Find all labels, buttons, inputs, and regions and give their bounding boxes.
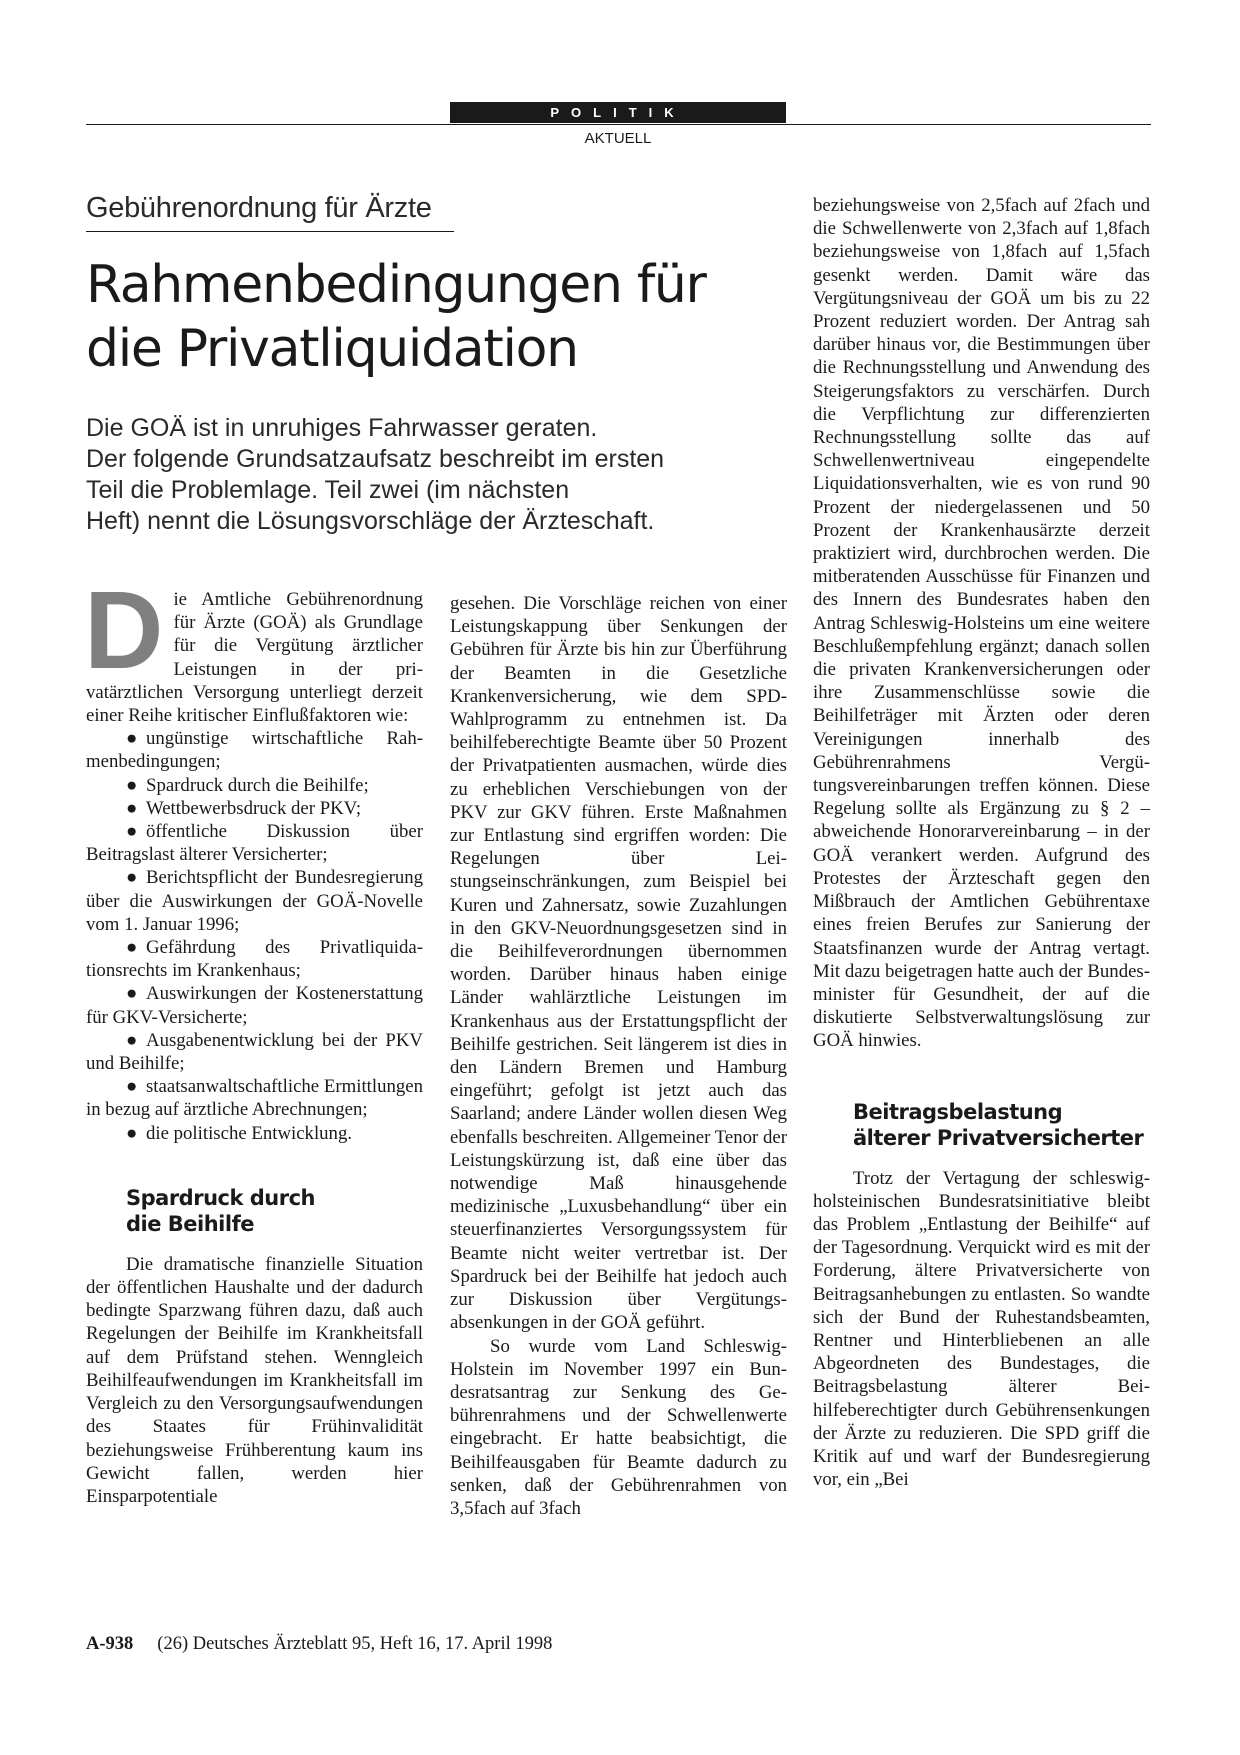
subheading-spardruck: Spardruck durch die Beihilfe: [126, 1185, 315, 1236]
drop-cap: D: [84, 569, 164, 692]
bullet-icon: ●: [126, 1076, 138, 1098]
header-rule: [86, 124, 1151, 125]
list-item: ● Auswirkungen der Kostenerstattung für GKV-Versicherte;: [86, 983, 423, 1028]
page-footer: [86, 1634, 552, 1655]
list-item: ● öffentliche Diskussion über Beitragslast älterer Versicherter;: [86, 821, 423, 866]
journal-citation: (26) Deutsches Ärzteblatt 95, Heft 16, 17. April 1998: [157, 1634, 553, 1654]
bullet-icon: ●: [126, 1122, 138, 1144]
list-item: ● ungünstige wirtschaftliche Rahmenbedingungen;: [86, 728, 423, 773]
list-item: ● Ausgabenentwicklung bei der PKV und Beihilfe;: [86, 1029, 423, 1075]
body-paragraph: beziehungsweise von 2,5fach auf 2fach und die Schwellenwerte von 2,3fach auf 1,8fach beziehungsweise von 1,8fach auf 1,5fach gesenkt werden. Damit wäre das Vergütungsniveau der GOÄ um bis zu 22 Prozent reduziert worden. Der Antrag sah darüber hinaus vor, die Bestimmungen über die Rechnungsstellung und Anwendung des Steigerungsfaktors zu verschärfen. Durch die Verpflichtung zur differenzierten Rechnungsstellung sollte das auf Schwellenwertniveau eingependelte Liquidationsverhalten, wie es von rund 90 Prozent der niedergelassenen und 50 Prozent der Krankenhausärzte derzeit praktiziert wird, durchbrochen werden. Die mitberatenden Ausschüsse für Finanzen und des Innern des Bundesrates haben den Antrag Schleswig-Holsteins um eine weitere Beschlußempfehlung ergänzt; danach sollen die privaten Krankenversicherungen oder ihre Zusammenschlüsse sowie die Beihilfeträger mit Ärzten oder deren Vereinigungen innerhalb des Gebührenrahmens Vergütungsvereinbarungen treffen können. Diese Regelung sollte als Ergänzung zu § 2 – abweichende Honorarvereinbarung – in der GOÄ verankert werden. Aufgrund des Protestes der Ärzteschaft gegen den Mißbrauch der Amtlichen Gebührentaxe eines freien Berufes zur Sanierung der Staatsfinanzen wurde der Antrag vertagt. Mit dazu beigetragen hatte auch der Bundesminister für Gesundheit, der auf die diskutierte Selbstverwaltungslösung zur GOÄ hinwies.: [813, 195, 1150, 1052]
article-lead: [86, 413, 776, 537]
subheading-beitragsbelastung: Beitragsbelastung älterer Privatversicherter: [853, 1099, 1144, 1150]
bullet-icon: ●: [126, 937, 138, 959]
article-kicker: Gebührenordnung für Ärzte: [86, 192, 454, 232]
lead-line: Heft) nennt die Lösungsvorschläge der Ärzteschaft.: [86, 507, 655, 535]
body-paragraph: Trotz der Vertagung der schleswig-holsteinischen Bundesratsinitiative bleibt das Problem „Entlastung der Beihilfe“ auf der Tagesordnung. Verquickt wird es mit der Forderung, ältere Privatversicherte von Beitragsanhebungen zu entlasten. So wandte sich der Bund der Ruhestandsbeamten, Rentner und Hinterbliebenen an alle Abgeordneten des Bundestages, die Beitragsbelastung älterer Beihilfeberechtigter durch Gebührensenkungen der Ärzte zu reduzieren. Die SPD griff die Kritik auf und warf der Bundesregierung vor, ein „Bei: [813, 1167, 1150, 1491]
intro-paragraph: [84, 569, 423, 727]
text-column-3: [813, 194, 1150, 1491]
list-item: ● Spardruck durch die Beihilfe;: [126, 774, 369, 796]
bullet-icon: ●: [126, 774, 138, 796]
page-number: A-938: [86, 1634, 134, 1654]
headline-line: Rahmenbedingungen für: [86, 255, 706, 315]
text-column-2: [450, 592, 787, 1520]
list-item: ● Berichtspflicht der Bundesregierung über die Auswirkungen der GOÄ-Novelle vom 1. Januar 1996;: [86, 867, 423, 935]
list-item: ● die politische Entwicklung.: [126, 1122, 353, 1144]
headline-line: die Privatliquidation: [86, 319, 578, 379]
list-item: ● Wettbewerbsdruck der PKV;: [126, 797, 362, 819]
intro-text: ie Amtliche Gebührenordnung für Ärzte (GOÄ) als Grundlage für die Vergütung ärztlicher Leistungen in der privatärztlichen Versorgung unterliegt derzeit einer Reihe kritischer Einflußfaktoren wie:: [86, 589, 423, 727]
body-paragraph: Die dramatische finanzielle Situation der öffentlichen Haushalte und der dadurch bedingte Sparzwang führen dazu, daß auch Regelungen der Beihilfe im Krankheitsfall auf dem Prüfstand stehen. Wenngleich Beihilfeaufwendungen im Krankheitsfall im Vergleich zu den Versorgungsaufwendungen des Staates für Frühinvalidität beziehungsweise Frühberentung kaum ins Gewicht fallen, werden hier Einsparpotentiale: [86, 1253, 423, 1507]
lead-line: Teil die Problemlage. Teil zwei (im nächsten: [86, 476, 570, 504]
bullet-icon: ●: [126, 983, 138, 1005]
bullet-icon: ●: [126, 1029, 138, 1051]
lead-line: Die GOÄ ist in unruhiges Fahrwasser geraten.: [86, 414, 598, 442]
body-paragraph: So wurde vom Land Schleswig-Holstein im November 1997 ein Bundesratsantrag zur Senkung des Gebührenrahmens und der Schwellenwerte eingebracht. Er hatte beabsichtigt, die Beihilfeausgaben für Beamte dadurch zu senken, daß der Gebührenrahmen von 3,5fach auf 3fach: [450, 1335, 787, 1519]
bullet-icon: ●: [126, 867, 138, 889]
lead-line: Der folgende Grundsatzaufsatz beschreibt im ersten: [86, 445, 665, 473]
article-headline: [86, 253, 776, 381]
bullet-icon: ●: [126, 821, 138, 843]
bullet-icon: ●: [126, 797, 138, 819]
bullet-icon: ●: [126, 728, 138, 750]
subsection-label: AKTUELL: [584, 130, 652, 147]
text-column-1: [84, 569, 423, 1508]
factor-list: [86, 727, 423, 1145]
body-paragraph: gesehen. Die Vorschläge reichen von einer Leistungskappung über Senkungen der Gebühren für Ärzte bis hin zur Überführung der Beamten in die Gesetzliche Krankenversicherung, wie dem SPD-Wahlprogramm zu entnehmen ist. Da beihilfeberechtigte Beamte über 50 Prozent der Privatpatienten ausmachen, würde dies zu erheblichen Verschiebungen von der PKV zur GKV führen. Erste Maßnahmen zur Entlastung sind ergriffen worden: Die Regelungen über Leistungseinschränkungen, zum Beispiel bei Kuren und Zahnersatz, sowie Zuzahlungen in den GKV-Neuordnungsgesetzen sind in die Beihilfeverordnungen übernommen worden. Darüber hinaus haben einige Länder wahlärztliche Leistungen im Krankenhaus aus der Erstattungspflicht der Beihilfe gestrichen. Seit längerem ist dies in den Ländern Bremen und Hamburg eingeführt; gefolgt ist jetzt auch das Saarland; andere Länder wollen diesen Weg ebenfalls beschreiten. Allgemeiner Tenor der Leistungskürzung ist, daß eine über das notwendige Maß hinausgehende medizinische „Luxusbehandlung“ über ein steuerfinanziertes Versorgungssystem für Beamte nicht weiter vertretbar ist. Der Spardruck bei der Beihilfe hat jedoch auch zur Diskussion über Vergütungsabsenkungen in der GOÄ geführt.: [450, 593, 787, 1334]
list-item: ● Gefährdung des Privatliquidationsrechts im Krankenhaus;: [86, 937, 423, 982]
section-label: POLITIK: [450, 102, 786, 123]
list-item: ● staatsanwaltschaftliche Ermittlungen in bezug auf ärztliche Abrechnungen;: [86, 1076, 423, 1121]
